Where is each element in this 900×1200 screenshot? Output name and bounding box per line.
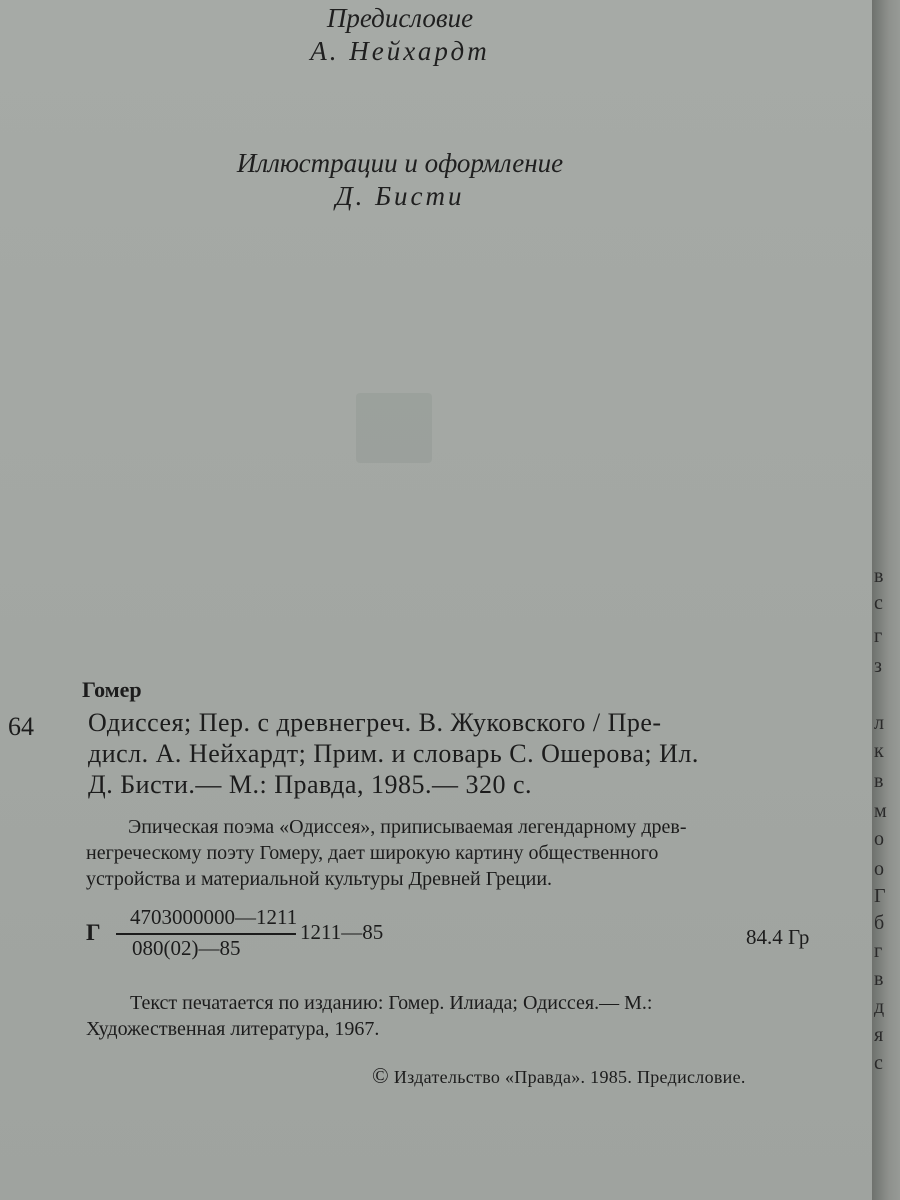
code-denominator: 080(02)—85 [132, 936, 241, 960]
credit-role: Предисловие [326, 3, 474, 33]
code-letter: Г [86, 920, 101, 945]
annotation-line: негреческому поэту Гомеру, дает широкую картину общественного [86, 842, 659, 864]
faded-stamp [356, 393, 432, 463]
copyright-text: Издательство «Правда». 1985. Предисловие. [393, 1067, 746, 1087]
adjacent-fragment: д [874, 996, 885, 1018]
adjacent-fragment: к [874, 740, 884, 762]
adjacent-fragment: о [874, 858, 884, 880]
source-note-line: Художественная литература, 1967. [86, 1018, 380, 1040]
adjacent-fragment: с [874, 1052, 883, 1074]
adjacent-fragment: в [874, 770, 884, 792]
adjacent-fragment: Г [874, 885, 886, 907]
biblio-line: дисл. А. Нейхардт; Прим. и словарь С. Ошерова; Ил. [88, 739, 699, 768]
code-order: 1211—85 [300, 920, 384, 944]
biblio-line: Одиссея; Пер. с древнегреч. В. Жуковского / Пре- [88, 708, 662, 737]
credit-role: Иллюстрации и оформление [236, 148, 564, 178]
copyright-icon: © [372, 1063, 390, 1088]
adjacent-fragment: г [874, 625, 883, 647]
adjacent-page-edge [872, 0, 900, 1200]
source-note-line: Текст печатается по изданию: Гомер. Илиада; Одиссея.— М.: [130, 992, 653, 1014]
adjacent-fragment: в [874, 565, 884, 587]
adjacent-fragment: б [874, 912, 885, 934]
preface-credit [0, 3, 800, 67]
adjacent-fragment: с [874, 592, 883, 614]
adjacent-fragment: з [874, 655, 882, 677]
annotation-line: устройства и материальной культуры Древней Греции. [86, 868, 553, 890]
copyright-notice [372, 1063, 746, 1089]
fraction-divider [116, 933, 296, 935]
adjacent-fragment: г [874, 940, 883, 962]
catalog-code [86, 905, 846, 965]
biblio-line: Д. Бисти.— М.: Правда, 1985.— 320 с. [88, 770, 532, 799]
code-numerator: 4703000000—1211 [130, 905, 298, 929]
catalog-author: Гомер [82, 677, 142, 702]
credit-name: Д. Бисти [335, 181, 465, 211]
annotation-line: Эпическая поэма «Одиссея», приписываемая легендарному древ- [128, 816, 687, 838]
adjacent-fragment: в [874, 968, 884, 990]
adjacent-fragment: л [874, 712, 884, 734]
bbk-index: 84.4 Гр [746, 925, 810, 949]
credit-name: А. Нейхардт [310, 36, 490, 66]
adjacent-fragment: я [874, 1024, 884, 1046]
adjacent-fragment: м [874, 800, 887, 822]
catalog-class-index: 64 [8, 712, 34, 741]
adjacent-fragment: о [874, 828, 884, 850]
illustrations-credit [0, 148, 800, 212]
